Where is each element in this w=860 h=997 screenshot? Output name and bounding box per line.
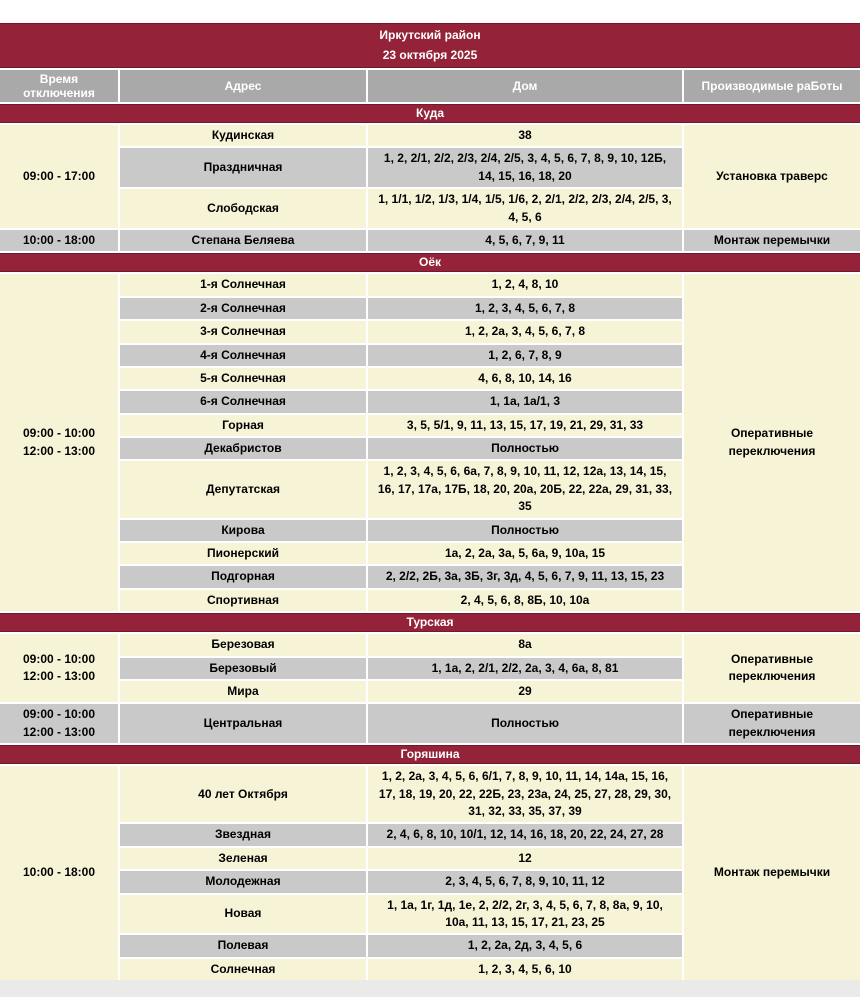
page-top-margin [0,0,860,23]
houses-cell: 1, 1а, 2, 2/1, 2/2, 2а, 3, 4, 6а, 8, 81 [368,658,682,679]
column-header-work: Производимые раБоты [684,70,860,102]
houses-cell: 12 [368,848,682,869]
street-cell: Депутатская [120,461,366,517]
section-band: Оёк [0,253,860,272]
street-cell: Праздничная [120,148,366,187]
street-cell: Мира [120,681,366,702]
houses-cell: 1, 2, 2/1, 2/2, 2/3, 2/4, 2/5, 3, 4, 5, 6, 7, 8, 9, 10, 12Б, 14, 15, 16, 18, 20 [368,148,682,187]
work-cell: Установка траверс [684,125,860,228]
street-cell: Березовый [120,658,366,679]
houses-cell: 1, 2, 2а, 2д, 3, 4, 5, 6 [368,935,682,956]
outage-schedule-table [0,23,860,980]
houses-cell: 2, 4, 6, 8, 10, 10/1, 12, 14, 16, 18, 20, 22, 24, 27, 28 [368,824,682,845]
schedule-date: 23 октября 2025 [382,47,478,62]
houses-cell: 2, 4, 5, 6, 8, 8Б, 10, 10а [368,590,682,611]
houses-cell: 2, 2/2, 2Б, 3а, 3Б, 3г, 3д, 4, 5, 6, 7, 9, 11, 13, 15, 23 [368,566,682,587]
street-cell: Полевая [120,935,366,956]
street-cell: Новая [120,895,366,934]
street-cell: Слободская [120,189,366,228]
houses-cell: 4, 5, 6, 7, 9, 11 [368,230,682,251]
section-band: Куда [0,104,860,123]
street-cell: Центральная [120,704,366,743]
street-cell: 40 лет Октября [120,766,366,822]
street-cell: 2-я Солнечная [120,298,366,319]
street-cell: Кирова [120,520,366,541]
column-header-time: Время отключения [0,70,118,102]
street-cell: 4-я Солнечная [120,345,366,366]
page-bottom-margin [0,980,860,997]
street-cell: Спортивная [120,590,366,611]
street-cell: Зеленая [120,848,366,869]
houses-cell: 2, 3, 4, 5, 6, 7, 8, 9, 10, 11, 12 [368,871,682,892]
time-cell: 10:00 - 18:00 [0,230,118,251]
houses-cell: 8а [368,634,682,655]
houses-cell: Полностью [368,704,682,743]
street-cell: Декабристов [120,438,366,459]
time-cell: 10:00 - 18:00 [0,766,118,980]
work-cell: Оперативные переключения [684,704,860,743]
houses-cell: 1, 2, 2а, 3, 4, 5, 6, 6/1, 7, 8, 9, 10, 11, 14, 14а, 15, 16, 17, 18, 19, 20, 22, 22Б, 23, 23а, 24, 25, 27, 28, 29, 30, 31, 32, 33, 35, 37, 39 [368,766,682,822]
district-title: Иркутский район [379,28,481,43]
street-cell: Горная [120,415,366,436]
street-cell: Пионерский [120,543,366,564]
houses-cell: 1, 1/1, 1/2, 1/3, 1/4, 1/5, 1/6, 2, 2/1, 2/2, 2/3, 2/4, 2/5, 3, 4, 5, 6 [368,189,682,228]
houses-cell: 29 [368,681,682,702]
houses-cell: Полностью [368,520,682,541]
section-band: Горяшина [0,745,860,764]
houses-cell: 1, 2, 2а, 3, 4, 5, 6, 7, 8 [368,321,682,342]
houses-cell: 38 [368,125,682,146]
houses-cell: 1, 1а, 1а/1, 3 [368,391,682,412]
street-cell: 6-я Солнечная [120,391,366,412]
work-cell: Монтаж перемычки [684,230,860,251]
column-header-address: Адрес [120,70,366,102]
time-cell: 09:00 - 10:00 12:00 - 13:00 [0,704,118,743]
houses-cell: 3, 5, 5/1, 9, 11, 13, 15, 17, 19, 21, 29, 31, 33 [368,415,682,436]
houses-cell: 1, 2, 3, 4, 5, 6, 6а, 7, 8, 9, 10, 11, 12, 12а, 13, 14, 15, 16, 17, 17а, 17Б, 18, 20, 20а, 20Б, 22, 22а, 29, 31, 33, 35 [368,461,682,517]
houses-cell: Полностью [368,438,682,459]
time-cell: 09:00 - 17:00 [0,125,118,228]
time-cell: 09:00 - 10:00 12:00 - 13:00 [0,274,118,611]
houses-cell: 1а, 2, 2а, 3а, 5, 6а, 9, 10а, 15 [368,543,682,564]
houses-cell: 1, 2, 3, 4, 5, 6, 10 [368,959,682,980]
street-cell: 5-я Солнечная [120,368,366,389]
work-cell: Монтаж перемычки [684,766,860,980]
work-cell: Оперативные переключения [684,634,860,702]
street-cell: Березовая [120,634,366,655]
street-cell: Солнечная [120,959,366,980]
column-header-house: Дом [368,70,682,102]
houses-cell: 4, 6, 8, 10, 14, 16 [368,368,682,389]
street-cell: Звездная [120,824,366,845]
houses-cell: 1, 1а, 1г, 1д, 1е, 2, 2/2, 2г, 3, 4, 5, 6, 7, 8, 8а, 9, 10, 10а, 11, 13, 15, 17, 21, 23, 25 [368,895,682,934]
time-cell: 09:00 - 10:00 12:00 - 13:00 [0,634,118,702]
street-cell: Подгорная [120,566,366,587]
street-cell: Молодежная [120,871,366,892]
street-cell: Кудинская [120,125,366,146]
section-band: Турская [0,613,860,632]
street-cell: Степана Беляева [120,230,366,251]
houses-cell: 1, 2, 6, 7, 8, 9 [368,345,682,366]
street-cell: 3-я Солнечная [120,321,366,342]
work-cell: Оперативные переключения [684,274,860,611]
table-title-band [0,23,860,68]
houses-cell: 1, 2, 3, 4, 5, 6, 7, 8 [368,298,682,319]
houses-cell: 1, 2, 4, 8, 10 [368,274,682,295]
street-cell: 1-я Солнечная [120,274,366,295]
